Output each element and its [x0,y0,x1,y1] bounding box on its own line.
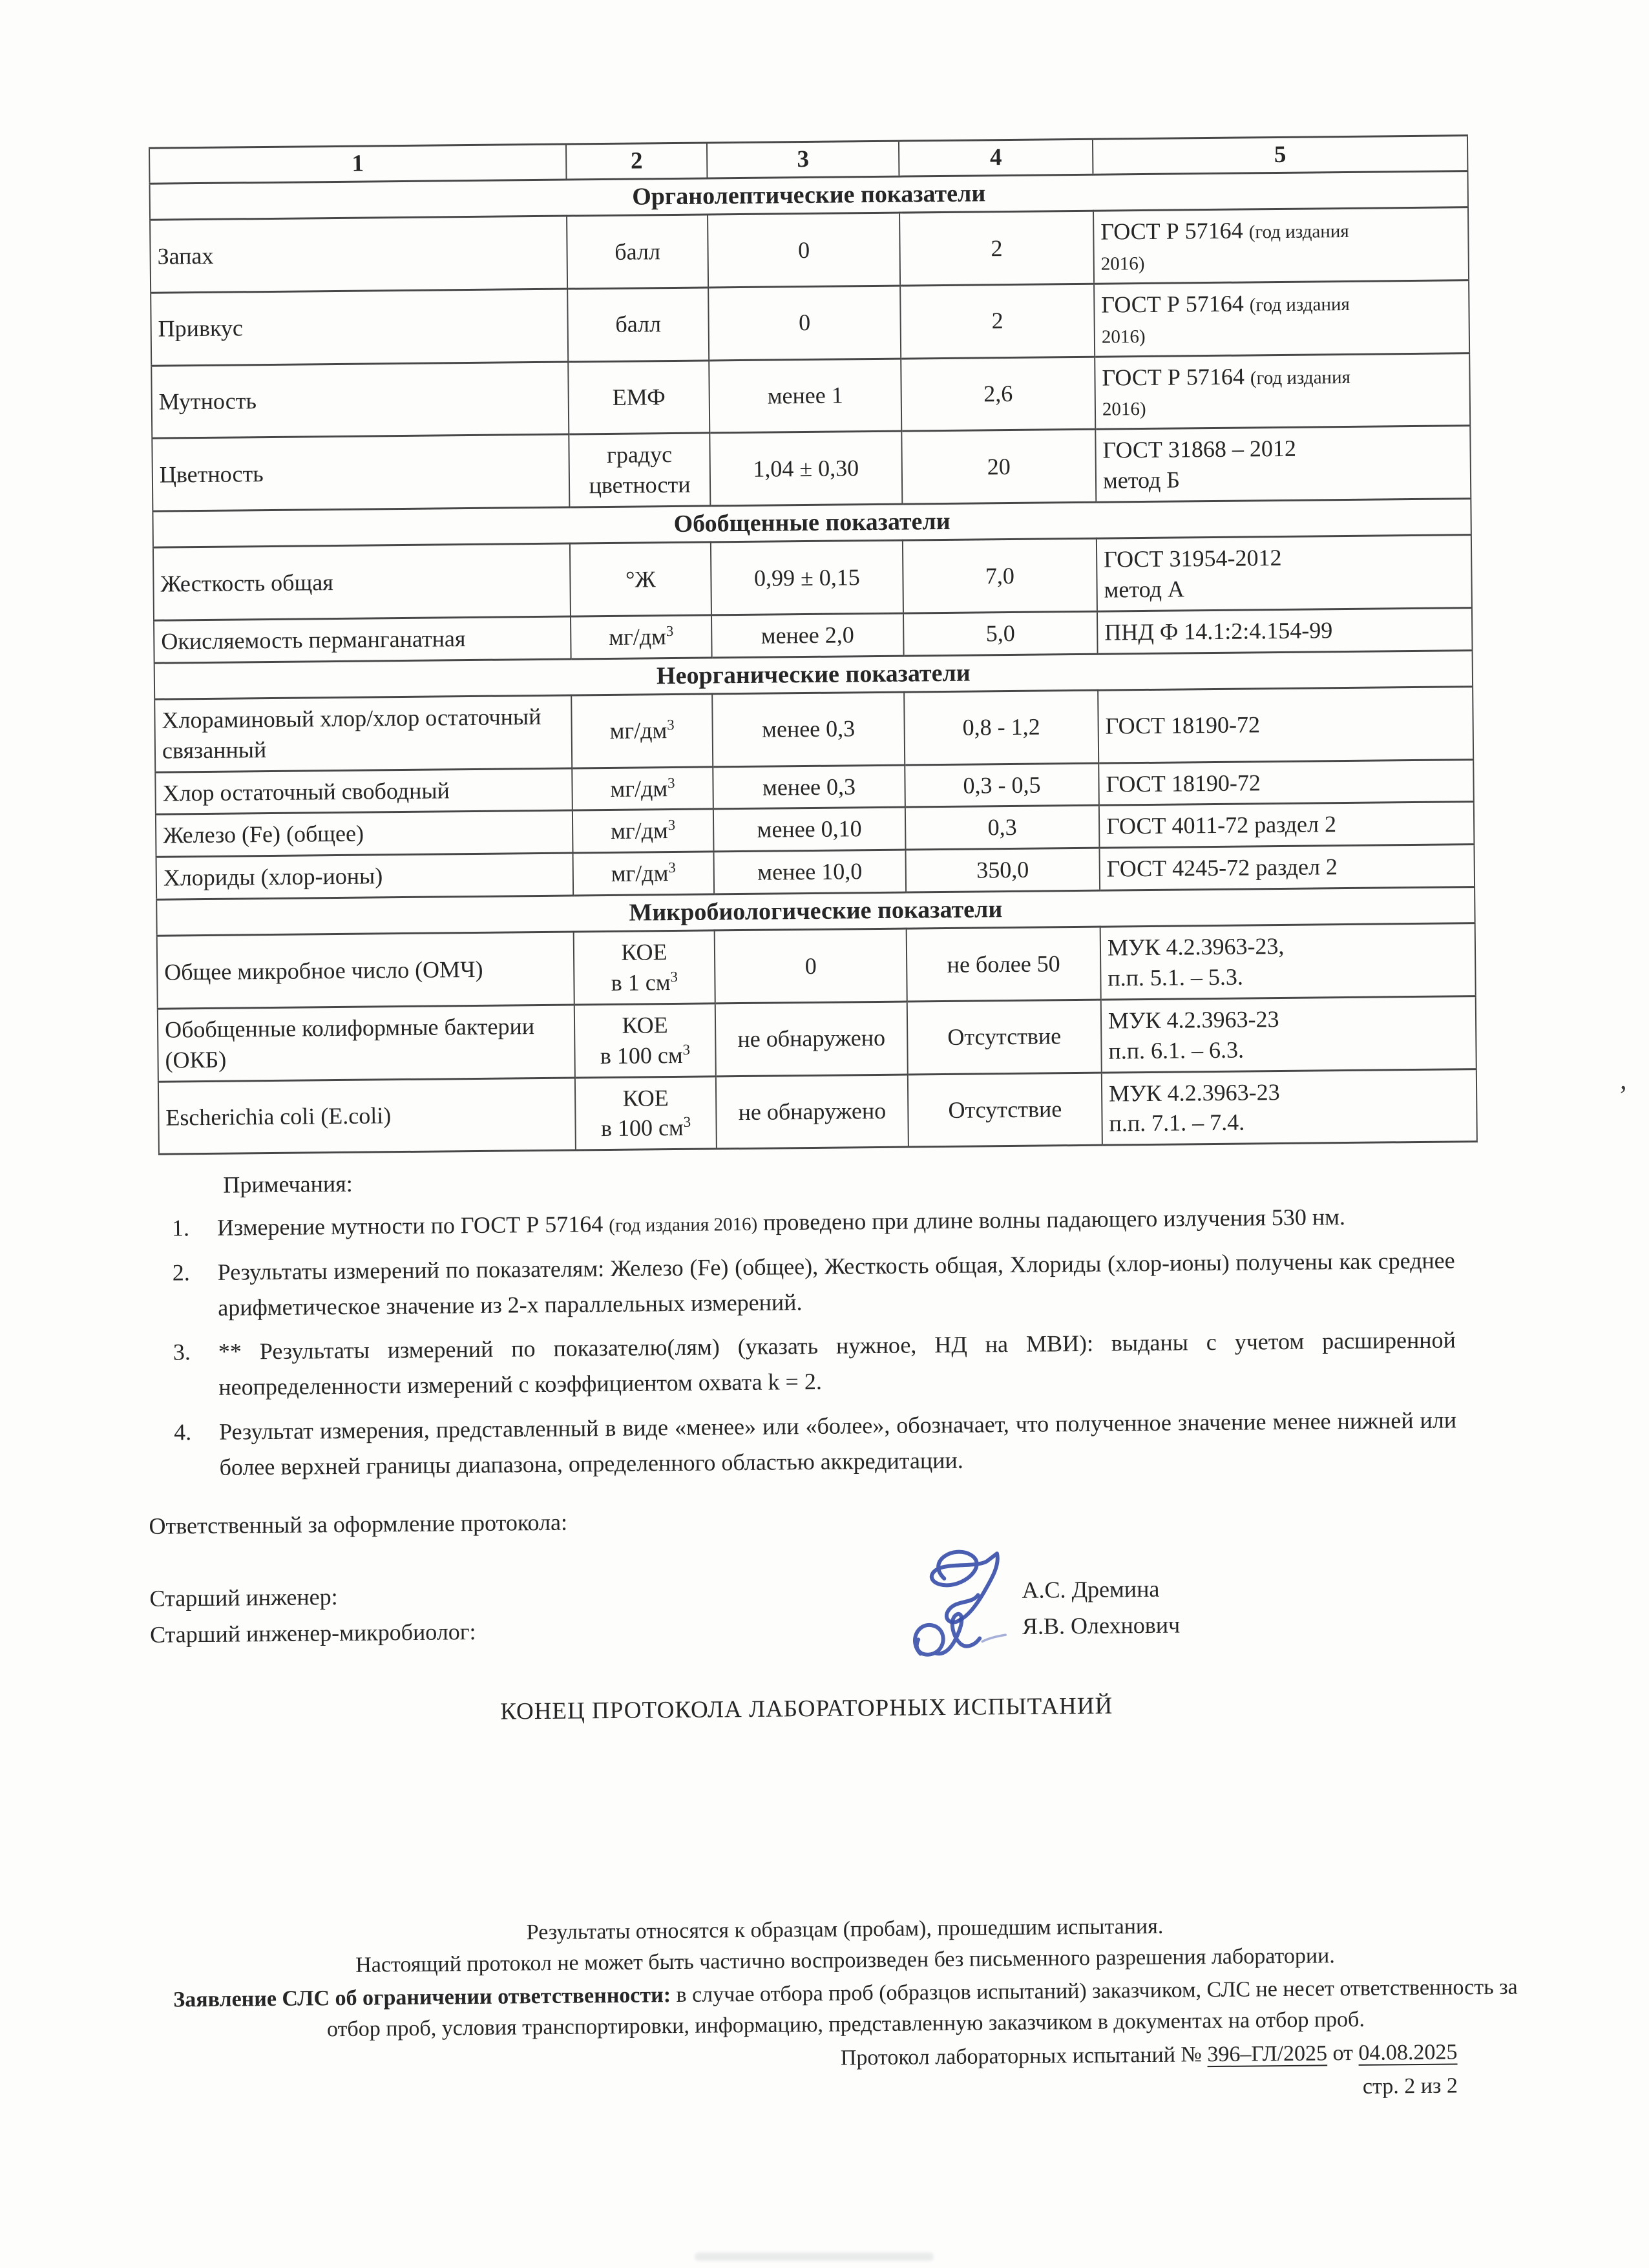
table-row [158,1069,1477,1154]
cell-unit: °Ж [570,542,711,616]
cell-method: ГОСТ 4011-72 раздел 2 [1099,802,1475,848]
column-header-cell: 4 [899,139,1093,176]
note-number: 1. [171,1215,190,1241]
cell-parameter-name: Жесткость общая [153,543,571,620]
protocol-line-mid: от [1327,2041,1359,2066]
cell-unit: КОЕ в 1 $см^3$ [574,930,715,1005]
cell-parameter-name: Обобщенные колиформные бактерии (ОКБ) [158,1005,575,1082]
cell-method: ГОСТ 18190-72 [1098,759,1474,805]
cell-unit: КОЕ в 100 $см^3$ [575,1076,717,1150]
note-number: 3. [173,1339,191,1365]
signers-block [149,1571,1537,1657]
note-text: Результаты измерений по показателям: Железо (Fe) (общее), Жесткость общая, Хлориды (хлор-ионы) получены как среднее арифметическое значение из 2-х параллельных измерений. [217,1247,1455,1321]
cell-method: ПНД Ф 14.1:2:4.154-99 [1097,607,1473,653]
cell-unit: $мг/дм^3$ [571,694,713,768]
cell-norm: Отсутствие [908,1073,1102,1147]
note-number: 4. [173,1418,192,1445]
cell-result: менее 0,3 [712,692,905,766]
cell-parameter-name: Цветность [152,434,569,511]
footer-results-apply-line: Результаты относятся к образцам (пробам), прошедшим испытания. [526,1914,1164,1945]
cell-result: 0 [708,213,900,288]
cell-method: МУК 4.2.3963-23 п.п. 7.1. – 7.4. [1102,1069,1477,1145]
footer-no-reproduction-line: Настоящий протокол не может быть частично воспроизведен без письменного разрешения лаборатории. [355,1944,1335,1978]
cell-parameter-name: Мутность [151,362,569,439]
protocol-line-prefix: Протокол лабораторных испытаний № [840,2042,1208,2070]
footer-disclaimer-text: в случае отбора проб (образцов испытаний) заказчиком, СЛС не несет ответственность за отбор проб, условия транспортировки, информацию, представленную заказчиком в документах на отбор проб. [326,1975,1518,2042]
footer-disclaimer-lead: Заявление СЛС об ограничении ответственности: [173,1982,671,2012]
table-row [151,353,1470,438]
cell-parameter-name: Хлориды (хлор-ионы) [156,853,574,899]
note-item [167,1323,1456,1406]
cell-norm: 2 [900,284,1095,358]
cell-method: МУК 4.2.3963-23, п.п. 5.1. – 5.3. [1100,923,1476,1000]
cell-method: ГОСТ 31954-2012 метод А [1097,535,1472,611]
note-item [165,1199,1455,1246]
cell-result: не обнаружено [716,1075,909,1149]
signer-role: Старший инженер-микробиолог: [149,1619,476,1648]
cell-norm: 0,3 - 0,5 [905,763,1099,808]
cell-method: МУК 4.2.3963-23 п.п. 6.1. – 6.3. [1101,996,1476,1073]
cell-parameter-name: Запах [150,216,567,293]
note-item [167,1402,1457,1486]
table-row [153,535,1472,620]
cell-norm: 0,8 - 1,2 [904,690,1098,764]
cell-result: менее 0,3 [713,765,905,810]
section-title: Микробиологические показатели [156,887,1475,936]
cell-result: не обнаружено [715,1002,908,1076]
page-footer [149,1907,1542,2114]
cell-method: ГОСТ Р 57164 (год издания 2016) [1094,280,1469,357]
cell-result: 1,04 ± 0,30 [709,431,902,505]
cell-method: ГОСТ 4245-72 раздел 2 [1099,845,1475,890]
cell-parameter-name: Хлор остаточный свободный [155,768,572,815]
signer-name: Я.В. Олехнович [1022,1612,1181,1640]
scan-artifact-mark: ’ [1619,1081,1628,1111]
cell-parameter-name: Хлораминовый хлор/хлор остаточный связанный [154,695,572,772]
cell-unit: балл [567,215,708,289]
table-row [151,280,1469,366]
table-row [152,426,1471,511]
cell-result: менее 10,0 [714,850,907,894]
cell-norm: 7,0 [903,538,1097,613]
cell-norm: 350,0 [905,848,1100,892]
column-header-cell: 3 [707,141,899,178]
cell-unit: КОЕ в 100 $см^3$ [574,1003,716,1078]
signer-role: Старший инженер: [149,1584,338,1612]
cell-norm: Отсутствие [907,1000,1102,1074]
cell-result: менее 2,0 [711,613,904,658]
cell-method: ГОСТ 18190-72 [1098,687,1473,763]
protocol-date: 04.08.2025 [1358,2040,1458,2065]
end-of-protocol-line: КОНЕЦ ПРОТОКОЛА ЛАБОРАТОРНЫХ ИСПЫТАНИЙ [500,1692,1113,1725]
signer-name: А.С. Дремина [1022,1576,1160,1604]
cell-unit: градус цветности [569,433,710,507]
scan-smudge [695,2252,934,2261]
cell-result: 0 [708,286,901,360]
cell-norm: 2 [899,211,1094,286]
note-item [165,1243,1455,1326]
cell-unit: $мг/дм^3$ [573,852,715,896]
protocol-number: 396–ГЛ/2025 [1207,2041,1328,2067]
section-title: Органолептические показатели [150,171,1468,220]
cell-method: ГОСТ Р 57164 (год издания 2016) [1093,207,1469,284]
cell-result: менее 0,10 [713,807,906,852]
note-number: 2. [172,1259,190,1286]
notes-label: Примечания: [223,1170,353,1198]
cell-result: 0 [715,929,907,1003]
cell-unit: ЕМФ [568,361,709,435]
column-header-cell: 5 [1093,136,1468,175]
cell-unit: $мг/дм^3$ [572,767,713,811]
cell-norm: не более 50 [907,927,1101,1002]
column-header-cell: 2 [566,143,708,180]
cell-parameter-name: Общее микробное число (ОМЧ) [157,932,574,1009]
notes-list [165,1199,1457,1486]
cell-norm: 5,0 [903,611,1098,656]
cell-unit: $мг/дм^3$ [572,809,714,853]
page-number: стр. 2 из 2 [1362,2074,1458,2099]
table-row [157,923,1476,1009]
note-text: Измерение мутности по ГОСТ Р 57164 (год издания 2016) проведено при длине волны падающего излучения 530 нм. [216,1204,1346,1241]
cell-method: ГОСТ Р 57164 (год издания 2016) [1095,353,1470,429]
cell-parameter-name: Железо (Fe) (общее) [156,810,573,857]
cell-result: 0,99 ± 0,15 [711,540,903,614]
section-title: Неорганические показатели [154,650,1473,699]
cell-result: менее 1 [709,359,901,433]
section-title: Обобщенные показатели [152,499,1471,548]
page-content [132,134,1543,2268]
cell-unit: балл [567,288,709,362]
results-table [149,134,1478,1155]
table-row [150,207,1469,293]
responsible-heading: Ответственный за оформление протокола: [149,1509,568,1540]
cell-unit: $мг/дм^3$ [571,615,712,659]
cell-norm: 0,3 [905,806,1100,850]
cell-parameter-name: Окисляемость перманганатная [154,616,571,663]
table-row [158,996,1476,1082]
cell-parameter-name: Escherichia coli (E.coli) [158,1078,576,1155]
cell-parameter-name: Привкус [151,289,568,366]
note-text: ** Результаты измерений по показателю(лям) (указать нужное, НД на МВИ): выданы с учетом расширенной неопределенности измерений с коэффициентом охвата k = 2. [218,1327,1456,1400]
cell-norm: 2,6 [901,357,1095,431]
cell-norm: 20 [901,429,1096,503]
column-header-cell: 1 [149,144,566,184]
note-text: Результат измерения, представленный в виде «менее» или «более», обозначает, что полученное значение менее нижней или более верхней границы диапазона, определенного областью аккредитации. [218,1407,1457,1480]
cell-method: ГОСТ 31868 – 2012 метод Б [1095,426,1471,502]
footer-disclaimer [150,1971,1541,2047]
table-row [154,687,1473,772]
